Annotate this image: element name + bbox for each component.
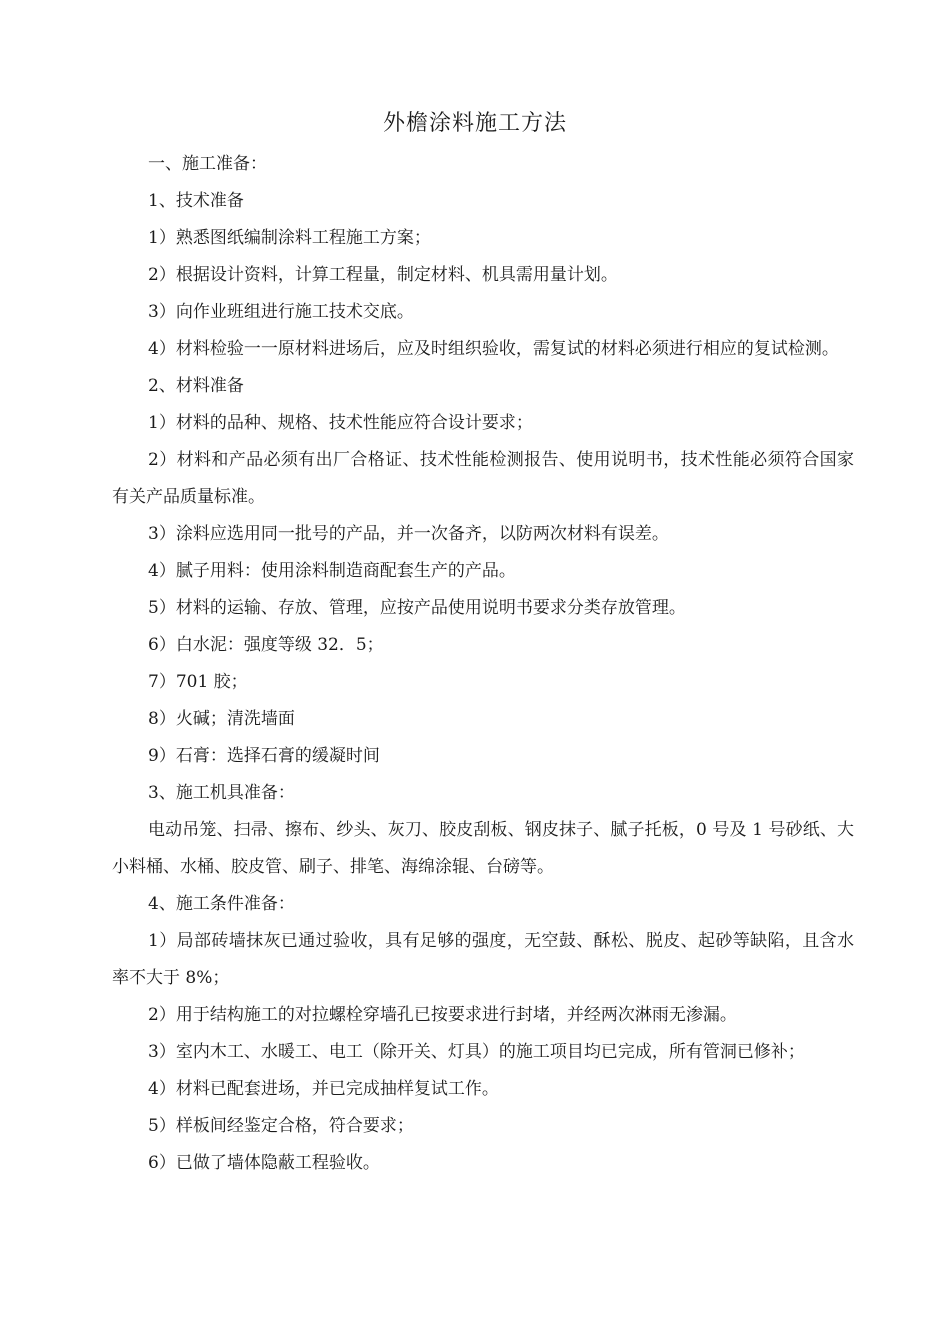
paragraph: 6）已做了墙体隐蔽工程验收。 xyxy=(148,1153,380,1173)
subsection-heading-tools: 3、施工机具准备： xyxy=(148,783,295,803)
paragraph: 3）室内木工、水暖工、电工（除开关、灯具）的施工项目均已完成，所有管洞已修补； xyxy=(148,1042,805,1062)
subsection-heading-materials: 2、材料准备 xyxy=(148,376,244,396)
paragraph: 1）熟悉图纸编制涂料工程施工方案； xyxy=(148,228,431,248)
paragraph: 2）材料和产品必须有出厂合格证、技术性能检测报告、使用说明书，技术性能必须符合国家有关产品质量标准。 xyxy=(112,450,854,507)
paragraph: 4）材料检验一一原材料进场后，应及时组织验收，需复试的材料必须进行相应的复试检测。 xyxy=(148,339,839,359)
subsection-heading-technical: 1、技术准备 xyxy=(148,191,244,211)
paragraph: 5）样板间经鉴定合格，符合要求； xyxy=(148,1116,414,1136)
subsection-heading-conditions: 4、施工条件准备： xyxy=(148,894,295,914)
document-body xyxy=(112,146,854,1182)
paragraph: 4）材料已配套进场，并已完成抽样复试工作。 xyxy=(148,1079,499,1099)
paragraph: 7）701 胶； xyxy=(148,672,248,692)
paragraph: 2）根据设计资料，计算工程量，制定材料、机具需用量计划。 xyxy=(148,265,618,285)
paragraph: 2）用于结构施工的对拉螺栓穿墙孔已按要求进行封堵，并经两次淋雨无渗漏。 xyxy=(148,1005,737,1025)
paragraph: 4）腻子用料：使用涂料制造商配套生产的产品。 xyxy=(148,561,516,581)
paragraph: 6）白水泥：强度等级 32．5； xyxy=(148,635,384,655)
paragraph: 3）向作业班组进行施工技术交底。 xyxy=(148,302,414,322)
paragraph: 8）火碱；清洗墙面 xyxy=(148,709,295,729)
paragraph: 电动吊笼、扫帚、擦布、纱头、灰刀、胶皮刮板、钢皮抹子、腻子托板，0 号及 1 号砂纸、大小料桶、水桶、胶皮管、刷子、排笔、海绵涂辊、台磅等。 xyxy=(112,820,854,877)
paragraph: 5）材料的运输、存放、管理，应按产品使用说明书要求分类存放管理。 xyxy=(148,598,686,618)
document-title: 外檐涂料施工方法 xyxy=(382,111,567,136)
paragraph: 9）石膏：选择石膏的缓凝时间 xyxy=(148,746,380,766)
paragraph: 3）涂料应选用同一批号的产品，并一次备齐，以防两次材料有误差。 xyxy=(148,524,669,544)
section-heading-preparation: 一、施工准备： xyxy=(148,154,267,174)
paragraph: 1）材料的品种、规格、技术性能应符合设计要求； xyxy=(148,413,533,433)
paragraph: 1）局部砖墙抹灰已通过验收，具有足够的强度，无空鼓、酥松、脱皮、起砂等缺陷，且含水率不大于 8%； xyxy=(112,931,854,988)
